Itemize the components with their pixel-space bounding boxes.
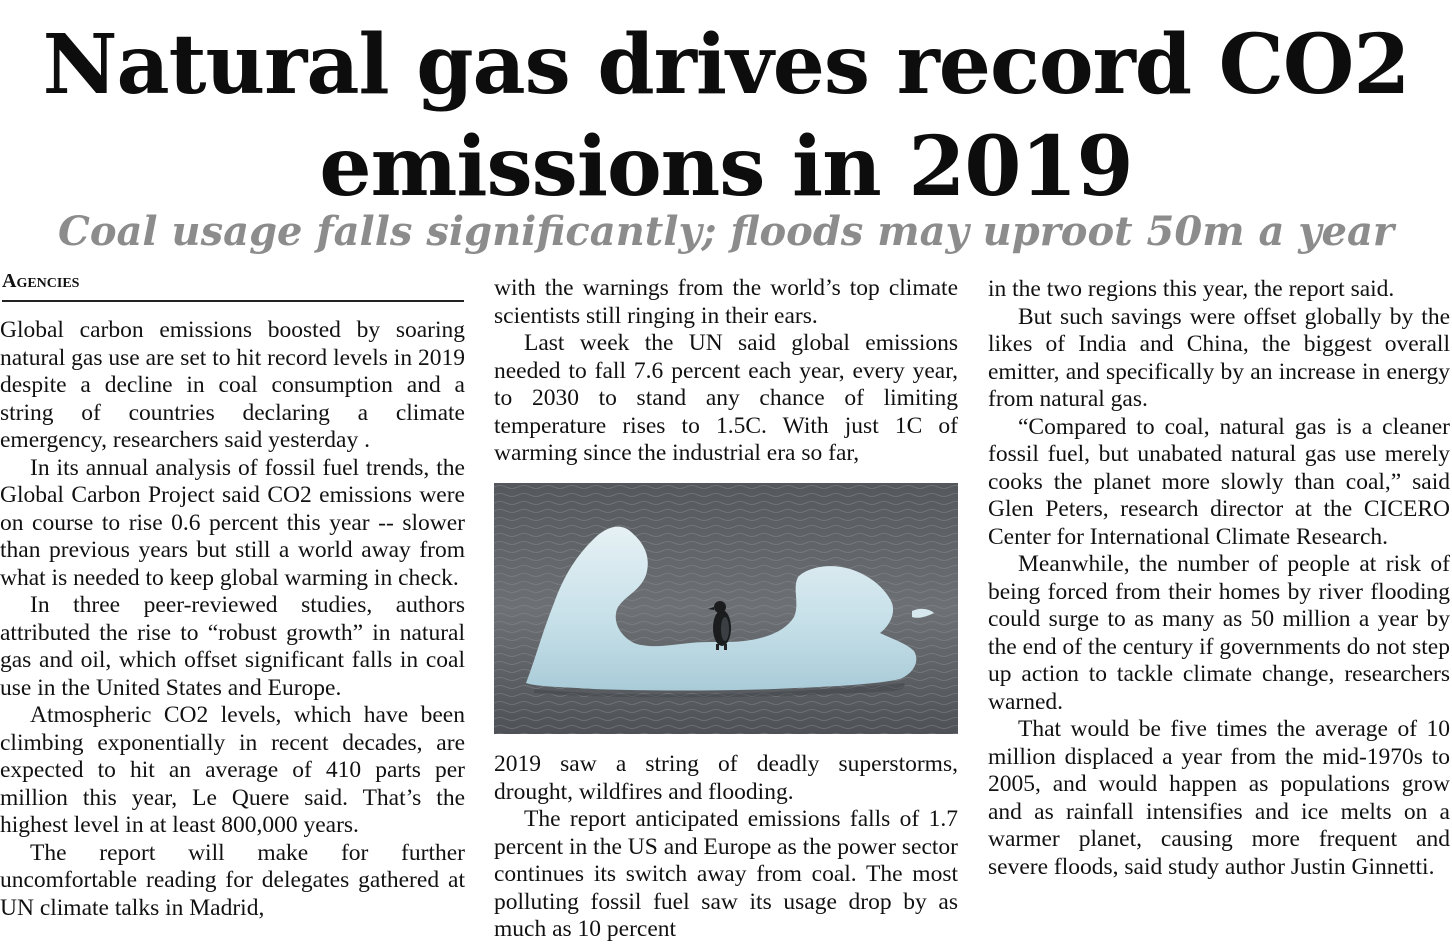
paragraph: 2019 saw a string of deadly superstorms, drought, wildfires and flooding.	[494, 751, 958, 805]
paragraph: Meanwhile, the number of people at risk of being forced from their homes by river flooding could surge to as many as 50 million a year by the end of the century if governments do not step up action to tackle climate change, researchers warned.	[988, 551, 1450, 715]
headline	[0, 14, 1452, 218]
article-column-2-top	[494, 275, 958, 468]
headline-line-1: Natural gas drives record CO2	[42, 17, 1410, 113]
paragraph: Atmospheric CO2 levels, which have been climbing exponentially in recent decades, are expected to hit an average of 410 parts per million this year, Le Quere said. That’s the highest level in at least 800,000 years.	[0, 702, 465, 838]
byline: Agencies	[2, 268, 464, 302]
penguin-on-iceberg-photo	[494, 483, 958, 734]
paragraph: in the two regions this year, the report said.	[988, 276, 1395, 302]
article-column-3	[988, 276, 1450, 881]
article-column-2-bottom	[494, 751, 958, 944]
paragraph: That would be five times the average of 10 million displaced a year from the mid-1970s to 2005, and would happen as populations grow and as rainfall intensifies and ice melts on a warmer planet, causing more frequent and severe floods, said study author Justin Ginnetti.	[988, 716, 1450, 880]
paragraph: The report will make for further uncomfortable reading for delegates gathered at UN climate talks in Madrid,	[0, 839, 465, 921]
paragraph: The report anticipated emissions falls of 1.7 percent in the US and Europe as the power sector continues its switch away from coal. The most polluting fossil fuel saw its usage drop by as much as 10 percent	[494, 806, 958, 942]
photo-illustration	[494, 483, 958, 734]
paragraph: “Compared to coal, natural gas is a cleaner fossil fuel, but unabated natural gas use merely cooks the planet more slowly than coal,” said Glen Peters, research director at the CICERO Center for International Climate Research.	[988, 413, 1450, 550]
paragraph: In three peer-reviewed studies, authors attributed the rise to “robust growth” in natural gas and oil, which offset significant falls in coal use in the United States and Europe.	[0, 592, 465, 701]
subheadline: Coal usage falls significantly; floods may uproot 50m a year	[58, 208, 1394, 255]
paragraph: with the warnings from the world’s top climate scientists still ringing in their ears.	[494, 275, 958, 329]
paragraph: But such savings were offset globally by the likes of India and China, the biggest overall emitter, and specifically by an increase in energy from natural gas.	[988, 303, 1450, 412]
paragraph: Last week the UN said global emissions needed to fall 7.6 percent each year, every year, to 2030 to stand any chance of limiting temperature rises to 1.5C. With just 1C of warming since the industrial era so far,	[494, 330, 958, 466]
article-column-1	[0, 317, 465, 922]
paragraph: Global carbon emissions boosted by soaring natural gas use are set to hit record levels in 2019 despite a decline in coal consumption and a string of countries declaring a climate emergency, researchers said yesterday .	[0, 317, 465, 453]
headline-line-2: emissions in 2019	[319, 119, 1133, 215]
paragraph: In its annual analysis of fossil fuel trends, the Global Carbon Project said CO2 emissions were on course to rise 0.6 percent this year -- slower than previous years but still a world away from what is needed to keep global warming in check.	[0, 454, 465, 591]
